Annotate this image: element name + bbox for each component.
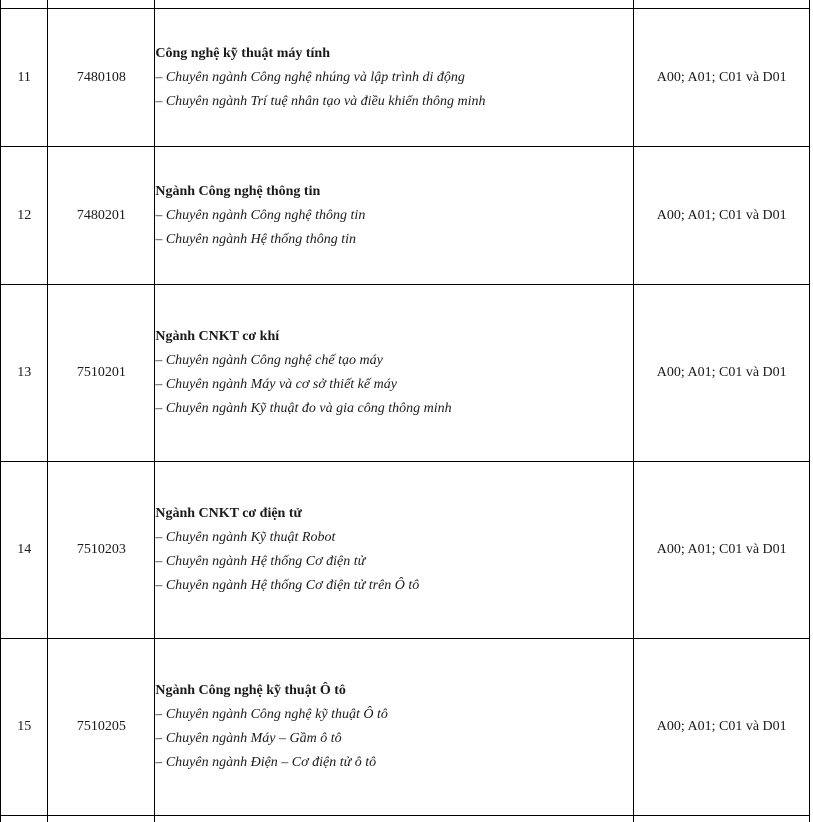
major-title: Ngành CNKT cơ khí (155, 329, 280, 344)
major-cell (155, 462, 634, 639)
subject-combinations: A00; A01; C01 và D01 (634, 639, 810, 816)
top-edge-cell (634, 0, 810, 9)
bottom-edge-cell (634, 816, 810, 822)
specialization-item: – Chuyên ngành Hệ thống Cơ điện tử (155, 554, 366, 569)
major-code: 7480201 (48, 147, 155, 285)
top-edge-cell (48, 0, 155, 9)
major-cell (155, 147, 634, 285)
table-row (1, 9, 810, 147)
subject-combinations: A00; A01; C01 và D01 (634, 147, 810, 285)
subject-combinations: A00; A01; C01 và D01 (634, 462, 810, 639)
subject-combinations: A00; A01; C01 và D01 (634, 285, 810, 462)
major-code: 7510203 (48, 462, 155, 639)
bottom-edge-cell (48, 816, 155, 822)
row-number: 14 (1, 462, 48, 639)
row-number: 11 (1, 9, 48, 147)
specialization-item: – Chuyên ngành Trí tuệ nhân tạo và điều khiển thông minh (155, 93, 486, 109)
table-bottom-edge (1, 816, 810, 822)
specialization-item: – Chuyên ngành Máy – Gầm ô tô (155, 731, 342, 746)
bottom-edge-cell (155, 816, 634, 822)
top-edge-cell (155, 0, 634, 9)
specialization-item: – Chuyên ngành Kỹ thuật đo và gia công thông minh (155, 401, 452, 416)
major-code: 7510205 (48, 639, 155, 816)
specialization-item: – Chuyên ngành Máy và cơ sở thiết kế máy (155, 377, 397, 392)
major-title: Ngành CNKT cơ điện tử (155, 506, 302, 521)
major-code: 7510201 (48, 285, 155, 462)
specialization-item: – Chuyên ngành Hệ thống thông tin (155, 231, 356, 247)
table-row (1, 285, 810, 462)
major-cell (155, 285, 634, 462)
bottom-edge-cell (1, 816, 48, 822)
specialization-item: – Chuyên ngành Công nghệ thông tin (155, 207, 366, 223)
table-top-edge (1, 0, 810, 9)
specialization-item: – Chuyên ngành Công nghệ kỹ thuật Ô tô (155, 707, 388, 722)
subject-combinations: A00; A01; C01 và D01 (634, 9, 810, 147)
row-number: 13 (1, 285, 48, 462)
row-number: 12 (1, 147, 48, 285)
major-code: 7480108 (48, 9, 155, 147)
major-cell (155, 9, 634, 147)
specialization-item: – Chuyên ngành Kỹ thuật Robot (155, 530, 336, 545)
table-row (1, 147, 810, 285)
major-title: Ngành Công nghệ kỹ thuật Ô tô (155, 683, 346, 698)
specialization-item: – Chuyên ngành Công nghệ nhúng và lập trình di động (155, 69, 465, 85)
major-cell (155, 639, 634, 816)
specialization-item: – Chuyên ngành Điện – Cơ điện tử ô tô (155, 755, 377, 770)
row-number: 15 (1, 639, 48, 816)
top-edge-cell (1, 0, 48, 9)
major-title: Ngành Công nghệ thông tin (155, 183, 321, 199)
specialization-item: – Chuyên ngành Hệ thống Cơ điện tử trên Ô tô (155, 578, 420, 593)
major-title: Công nghệ kỹ thuật máy tính (155, 45, 330, 61)
table-row (1, 462, 810, 639)
specialization-item: – Chuyên ngành Công nghệ chế tạo máy (155, 353, 383, 368)
table-row (1, 639, 810, 816)
